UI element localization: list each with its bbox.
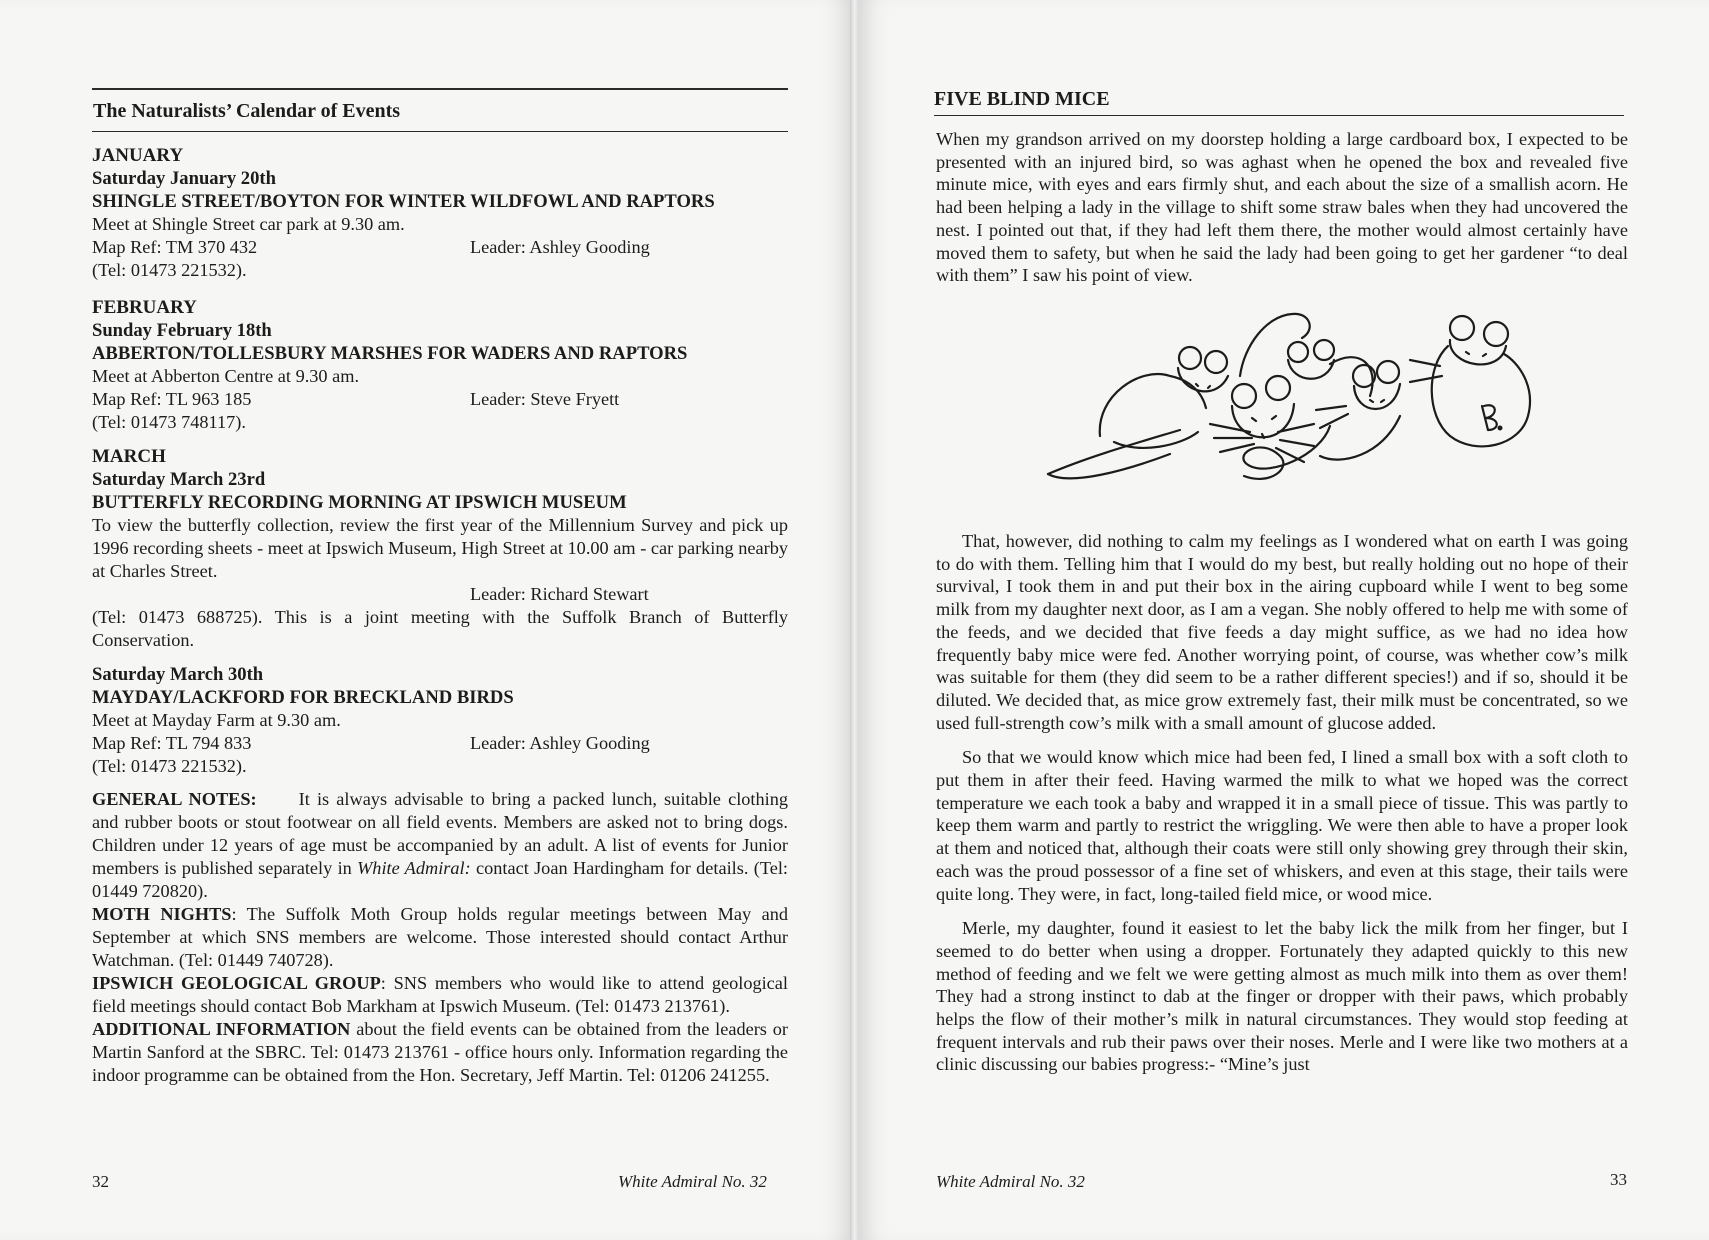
additional-info-heading: ADDITIONAL INFORMATION: [92, 1019, 351, 1039]
event-tel: (Tel: 01473 748117).: [92, 412, 246, 432]
event-leader: Leader: Ashley Gooding: [470, 733, 650, 753]
footer-title-right: White Admiral No. 32: [936, 1172, 1085, 1191]
heading-bottom-rule: [92, 131, 788, 132]
page-number-left: 32: [92, 1172, 109, 1191]
event-date: Saturday January 20th: [92, 168, 276, 189]
event-title: SHINGLE STREET/BOYTON FOR WINTER WILDFOWL AND RAPTORS: [92, 191, 715, 212]
event-leader: Leader: Ashley Gooding: [470, 237, 650, 257]
map-ref: Map Ref: TL 794 833: [92, 733, 252, 753]
additional-info-note: [92, 1018, 788, 1087]
mice-drawing-icon: [1030, 306, 1550, 520]
calendar-content: [92, 144, 788, 1087]
event-title: BUTTERFLY RECORDING MORNING AT IPSWICH MUSEUM: [92, 492, 627, 513]
map-ref: Map Ref: TL 963 185: [92, 389, 252, 409]
event-leader: Leader: Richard Stewart: [470, 584, 649, 604]
moth-nights-note: [92, 903, 788, 972]
general-notes-contact: contact Joan Hardingham for details. (Tel: 01449 720820).: [92, 858, 788, 901]
event-date: Saturday March 23rd: [92, 469, 266, 490]
event-march-30: [92, 663, 788, 778]
intro-paragraph: When my grandson arrived on my doorstep holding a large cardboard box, I expected to be presented with an injured bird, so was aghast when he opened the box and revealed five minute mice, with eyes and ears firmly shut, and each about the size of a smallish acorn. He had been helping a lady in the village to shift some straw bales when they had uncovered the nest. I pointed out that, if they had left them there, the mother would almost certainly have moved them to safety, but when he said the lady had been going to get her gardener “to deal with them” I saw his point of view.: [936, 129, 1628, 286]
event-title: MAYDAY/LACKFORD FOR BRECKLAND BIRDS: [92, 687, 514, 708]
article-heading: FIVE BLIND MICE: [934, 88, 1110, 110]
event-meet: Meet at Shingle Street car park at 9.30 am.: [92, 214, 405, 234]
general-notes: [92, 788, 788, 903]
event-date: Saturday March 30th: [92, 664, 264, 685]
calendar-heading: The Naturalists’ Calendar of Events: [93, 100, 401, 122]
event-january: [92, 144, 788, 282]
event-meet: Meet at Mayday Farm at 9.30 am.: [92, 710, 341, 730]
article-intro: [936, 128, 1628, 287]
article-body: [936, 530, 1628, 1076]
event-tel-note: (Tel: 01473 688725). This is a joint meeting with the Suffolk Branch of Butterfly Conservation.: [92, 607, 788, 650]
event-title: ABBERTON/TOLLESBURY MARSHES FOR WADERS AND RAPTORS: [92, 343, 688, 364]
event-description: To view the butterfly collection, review the first year of the Millennium Survey and pick up 1996 recording sheets - meet at Ipswich Museum, High Street at 10.00 am - car parking nearby at Charles Street.: [92, 515, 788, 581]
month-heading: MARCH: [92, 446, 166, 467]
month-heading: JANUARY: [92, 145, 184, 166]
event-tel: (Tel: 01473 221532).: [92, 756, 247, 776]
general-notes-text: It is always advisable to bring a packed lunch, suitable clothing and rubber boots or stout footwear on all field events. Members are asked not to bring dogs. Children under 12 years of age must be accompanied by an adult. A list of events for Junior members is published separately in: [92, 789, 788, 878]
event-february: [92, 296, 788, 434]
left-page: [0, 0, 852, 1240]
general-notes-heading: GENERAL NOTES:: [92, 789, 257, 809]
month-heading: FEBRUARY: [92, 297, 197, 318]
moth-nights-text: : The Suffolk Moth Group holds regular meetings between May and September at which SNS members are welcome. Those interested should contact Arthur Watchman. (Tel: 01449 740728).: [92, 904, 789, 970]
page-number-right: 33: [1610, 1170, 1627, 1189]
event-meet: Meet at Abberton Centre at 9.30 am.: [92, 366, 360, 386]
event-march: [92, 445, 788, 652]
event-date: Sunday February 18th: [92, 320, 272, 341]
event-map-line: [92, 388, 788, 411]
additional-info-text: about the field events can be obtained from the leaders or Martin Sanford at the SBRC. Tel: 01473 213761 - office hours only. Information regarding the indoor programme can be obtained from the Hon. Secretary, Jeff Martin. Tel: 01206 241255.: [92, 1019, 788, 1085]
moth-nights-heading: MOTH NIGHTS: [92, 904, 232, 924]
event-map-line: [92, 236, 788, 259]
heading-top-rule: [92, 88, 788, 90]
article-paragraph: So that we would know which mice had been fed, I lined a small box with a soft cloth to put them in after their feed. Having warmed the milk to what we hoped was the correct temperature we each took a baby and wrapped it in a small piece of tissue. This was partly to keep them warm and partly to restrict the wriggling. We were then able to have a proper look at them and noticed that, although their coats were still only showing grey through their skin, each was the proud possessor of a fine set of whiskers, and even at this stage, their tails were quite long. They were, in fact, long-tailed field mice, or wood mice.: [936, 747, 1628, 904]
map-ref: Map Ref: TM 370 432: [92, 237, 258, 257]
footer-title-left: White Admiral No. 32: [618, 1172, 767, 1191]
geological-group-heading: IPSWICH GEOLOGICAL GROUP: [92, 973, 381, 993]
geological-group-text: : SNS members who would like to attend geological field meetings should contact Bob Markham at Ipswich Museum. (Tel: 01473 213761).: [92, 973, 788, 1016]
article-paragraph: Merle, my daughter, found it easiest to let the baby lick the milk from her finger, but I seemed to do better when using a dropper. Fortunately they adapted quickly to this new method of feeding and we felt we were getting almost as much milk into them as over them! They had a strong instinct to dab at the finger or dropper with their paws, which probably helps the flow of their mother’s milk in natural circumstances. They would stop feeding at frequent intervals and rub their paws over their noses. Merle and I were like two mothers at a clinic discussing our babies progress:- “Mine’s just: [936, 918, 1628, 1075]
event-map-line: [92, 732, 788, 755]
article-heading-rule: [934, 115, 1624, 116]
event-leader: Leader: Steve Fryett: [470, 389, 620, 409]
geological-group-note: [92, 972, 788, 1018]
event-tel: (Tel: 01473 221532).: [92, 260, 247, 280]
publication-name: White Admiral:: [357, 858, 471, 878]
article-paragraph: That, however, did nothing to calm my feelings as I wondered what on earth I was going to do with them. Telling him that I would do my best, but really holding out no hope of their survival, I took them in and put their box in the airing cupboard while I went to beg some milk from my daughter next door, as I am a vegan. She nobly offered to help me with some of the feeds, and we decided that five feeds a day might suffice, as we had no idea how frequently baby mice were fed. Another worrying point, of course, was whether cow’s milk was suitable for them (they did seem to be a rather different species!) and if so, should it be diluted. We decided that, as mice grow extremely fast, their milk must be concentrated, so we used full-strength cow’s milk with a small amount of glucose added.: [936, 531, 1628, 733]
